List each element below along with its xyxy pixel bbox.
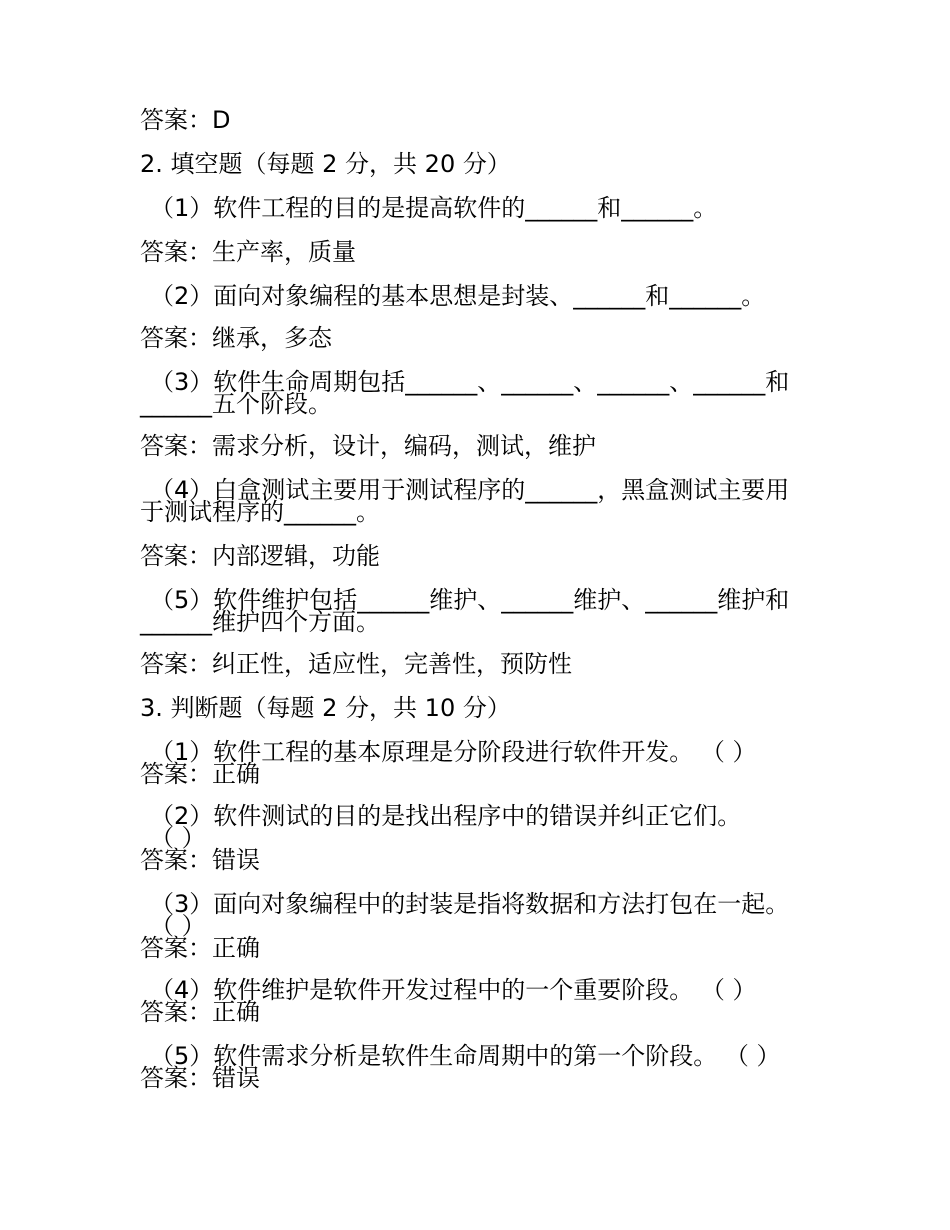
answer-line: 答案：错误 — [140, 1064, 260, 1092]
answer-line: 答案：继承，多态 — [140, 324, 332, 352]
section-heading-fill-blank: 2. 填空题（每题 2 分，共 20 分） — [140, 150, 511, 178]
question-line-continued: 于测试程序的______。 — [140, 498, 380, 526]
question-line-continued: ______维护四个方面。 — [140, 608, 380, 636]
question-line: （2）软件测试的目的是找出程序中的错误并纠正它们。 — [150, 802, 742, 830]
question-line: （2）面向对象编程的基本思想是封装、______和______。 — [150, 282, 766, 310]
question-line: （4）软件维护是软件开发过程中的一个重要阶段。 （ ） — [150, 976, 757, 1004]
question-line-continued: （ ） — [150, 912, 206, 940]
answer-line: 答案：正确 — [140, 934, 260, 962]
question-line: （5）软件维护包括______维护、______维护、______维护和 — [150, 586, 790, 614]
answer-line: 答案：需求分析，设计，编码，测试，维护 — [140, 432, 596, 460]
question-line: （5）软件需求分析是软件生命周期中的第一个阶段。 （ ） — [150, 1042, 781, 1070]
question-line: （1）软件工程的目的是提高软件的______和______。 — [150, 194, 718, 222]
question-line-continued: （ ） — [150, 824, 206, 852]
answer-line: 答案：纠正性，适应性，完善性，预防性 — [140, 650, 572, 678]
question-line: （4）白盒测试主要用于测试程序的______，黑盒测试主要用 — [150, 476, 790, 504]
question-line: （1）软件工程的基本原理是分阶段进行软件开发。 （ ） — [150, 738, 757, 766]
answer-line: 答案：正确 — [140, 760, 260, 788]
answer-line: 答案：生产率，质量 — [140, 238, 356, 266]
answer-line: 答案：正确 — [140, 998, 260, 1026]
section-heading-true-false: 3. 判断题（每题 2 分，共 10 分） — [140, 694, 511, 722]
answer-line: 答案：D — [140, 106, 231, 134]
answer-line: 答案：错误 — [140, 846, 260, 874]
question-line: （3）软件生命周期包括______、______、______、______和 — [150, 368, 790, 396]
answer-line: 答案：内部逻辑，功能 — [140, 542, 380, 570]
question-line-continued: ______五个阶段。 — [140, 390, 332, 418]
question-line: （3）面向对象编程中的封装是指将数据和方法打包在一起。 — [150, 890, 790, 918]
